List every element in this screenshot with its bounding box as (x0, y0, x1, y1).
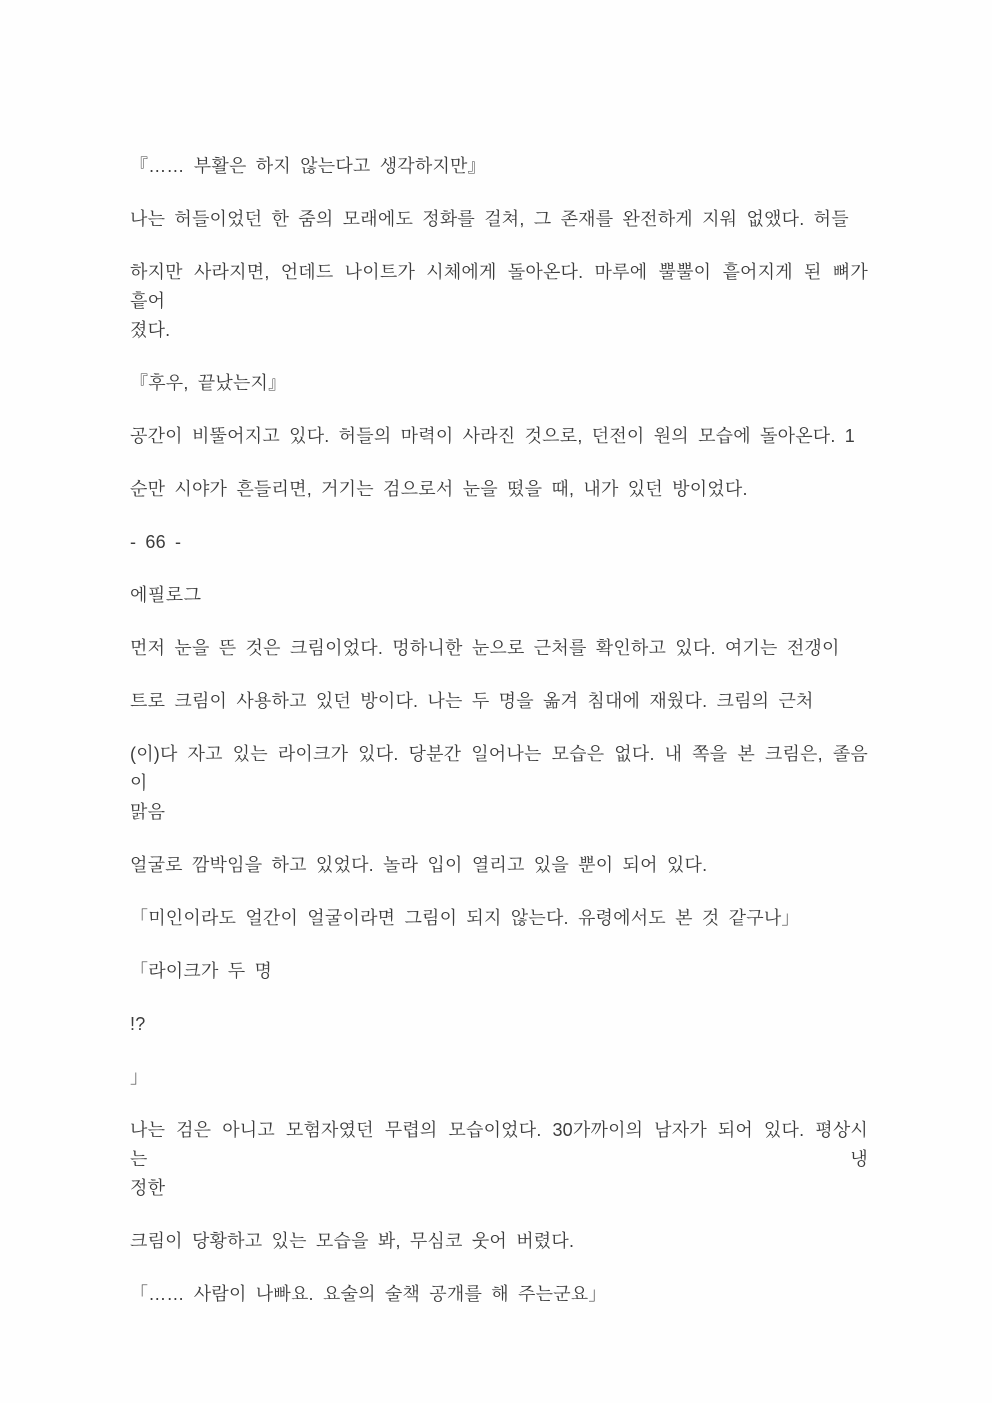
narration-paragraph (130, 634, 868, 663)
narration-line-continuation: 맑음 (130, 802, 166, 822)
dialogue-paragraph (130, 904, 868, 933)
narration-paragraph (130, 258, 868, 345)
dialogue-line: 『…… 부활은 하지 않는다고 생각하지만』 (130, 156, 486, 176)
page-number: - 66 - (130, 532, 182, 552)
narration-line-continuation: 졌다. (130, 320, 171, 340)
narration-paragraph (130, 205, 868, 234)
narration-line: 크림이 당황하고 있는 모습을 봐, 무심코 웃어 버렸다. (130, 1231, 575, 1251)
chapter-title: 에필로그 (130, 585, 202, 605)
narration-line: 나는 허들이었던 한 줌의 모래에도 정화를 걸쳐, 그 존재를 완전하게 지워 없앴다. 허들 (130, 209, 849, 229)
narration-paragraph (130, 475, 868, 504)
dialogue-paragraph (130, 152, 868, 181)
dialogue-paragraph (130, 957, 868, 986)
narration-paragraph (130, 1116, 868, 1203)
narration-line: 먼저 눈을 뜬 것은 크림이었다. 멍하니한 눈으로 근처를 확인하고 있다. 여기는 전갱이 (130, 638, 840, 658)
narration-paragraph (130, 851, 868, 880)
dialogue-line: 「…… 사람이 나빠요. 요술의 술책 공개를 해 주는군요」 (130, 1284, 607, 1304)
narration-paragraph (130, 1227, 868, 1256)
narration-line: 공간이 비뚤어지고 있다. 허들의 마력이 사라진 것으로, 던전이 원의 모습에 돌아온다. 1 (130, 426, 856, 446)
narration-line: 얼굴로 깜박임을 하고 있었다. 놀라 입이 열리고 있을 뿐이 되어 있다. (130, 855, 708, 875)
narration-line: 트로 크림이 사용하고 있던 방이다. 나는 두 명을 옮겨 침대에 재웠다. 크림의 근처 (130, 691, 814, 711)
narration-paragraph (130, 687, 868, 716)
dialogue-line: 『후우, 끝났는지』 (130, 373, 287, 393)
dialogue-line: !? (130, 1014, 146, 1034)
dialogue-close-bracket: 」 (130, 1067, 149, 1087)
narration-paragraph (130, 422, 868, 451)
dialogue-line: 「미인이라도 얼간이 얼굴이라면 그림이 되지 않는다. 유령에서도 본 것 같구나」 (130, 908, 800, 928)
dialogue-paragraph (130, 1280, 868, 1309)
narration-line: (이)다 자고 있는 라이크가 있다. 당분간 일어나는 모습은 없다. 내 쪽을 본 크림은, 졸음이 (130, 744, 868, 793)
page-number-block (130, 528, 868, 557)
dialogue-fragment (130, 1010, 868, 1039)
narration-line-continuation: 정한 (130, 1178, 166, 1198)
dialogue-line: 「라이크가 두 명 (130, 961, 273, 981)
chapter-title-block (130, 581, 868, 610)
narration-line: 하지만 사라지면, 언데드 나이트가 시체에게 돌아온다. 마루에 뿔뿔이 흩어지게 된 뼈가 흩어 (130, 262, 868, 311)
dialogue-paragraph (130, 369, 868, 398)
dialogue-fragment (130, 1063, 868, 1092)
narration-line: 나는 검은 아니고 모험자였던 무렵의 모습이었다. 30가까이의 남자가 되어 있다. 평상시는 냉 (130, 1120, 868, 1169)
narration-line: 순만 시야가 흔들리면, 거기는 검으로서 눈을 떴을 때, 내가 있던 방이었다. (130, 479, 748, 499)
narration-paragraph (130, 740, 868, 827)
